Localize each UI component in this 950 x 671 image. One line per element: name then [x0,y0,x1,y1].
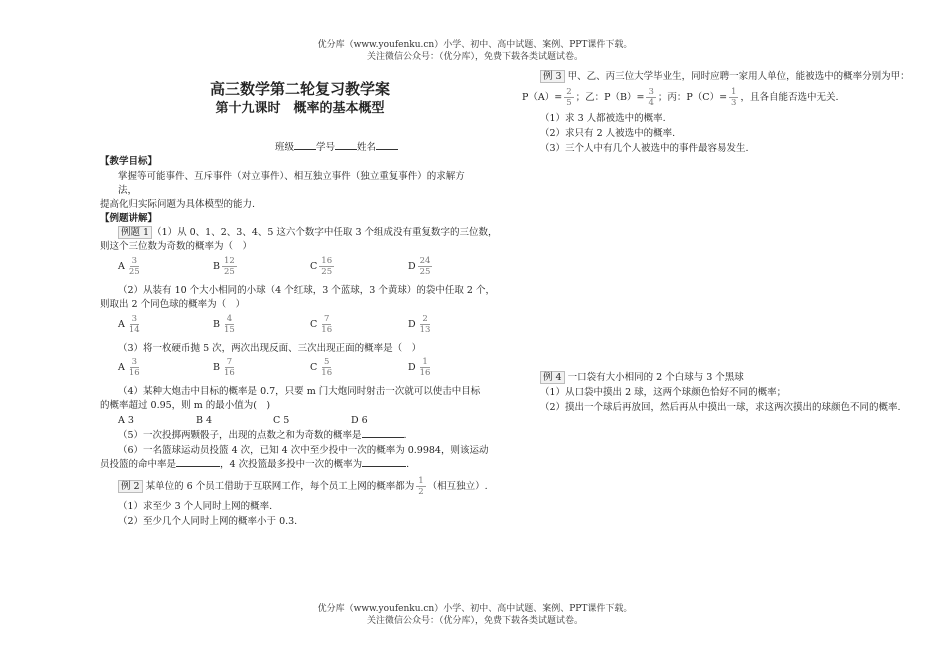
option-a: A $\frac{3}{25}$ [118,256,140,277]
option-c: C $\frac{7}{16}$ [310,314,333,335]
answer-blank [362,437,404,438]
fraction: $\frac{1}{3}$ [731,87,737,108]
option-b: B 4 [196,415,213,426]
goals-text-1: 掌握等可能事件、互斥事件（对立事件）、相互独立事件（独立重复事件）的求解方 [118,171,465,182]
option-c: C $\frac{16}{25}$ [310,256,333,277]
ex4-label: 例 4 [540,371,565,384]
goals-text-2: 法， [118,185,138,196]
page-footer-line1: 优分库（www.youfenku.cn）小学、初中、高中试题、案例、PPT课件下载。 [317,604,633,614]
ex3-q2: （2）求只有 2 人被选中的概率. [540,128,676,139]
ex1-q3-line: （3）将一枚硬币抛 5 次，两次出现反面、三次出现正面的概率是（ ） [118,343,422,354]
option-d: D $\frac{2}{13}$ [408,314,431,335]
option-c: C 5 [273,415,290,426]
ex1-q1-options [0,256,500,284]
ex1-q4-line1: （4）某种大炮击中目标的概率是 0.7，只要 m 门大炮同时射击一次就可以使击中目标 [118,386,481,397]
page-header-line2: 关注微信公众号：（优分库），免费下载各类试题试卷。 [366,52,583,62]
ex1-q4-line2: 的概率超过 0.95，则 m 的最小值为( ) [100,400,271,411]
ex1-q2-line2: 则取出 2 个同色球的概率为（ ） [100,299,246,310]
option-b: B $\frac{4}{15}$ [213,314,235,335]
goals-text-3: 提高化归实际问题为具体模型的能力. [100,199,256,210]
ex2-label: 例 2 [118,480,143,493]
class-label: 班级 [275,142,295,153]
page-footer-line2: 关注微信公众号：（优分库），免费下载各类试题试卷。 [366,616,583,626]
option-a: A 3 [118,415,134,426]
ex2-q1: （1）求至少 3 个人同时上网的概率. [118,501,273,512]
answer-blank [176,466,220,467]
name-label: 姓名 [357,142,377,153]
ex1-q6-line2: 员投篮的命中率是 ，4 次投篮最多投中一次的概率为 . [100,459,410,470]
ex1-q1-text: （1）从 0、1、2、3、4、5 这六个数字中任取 3 个组成没有重复数字的三位数， [152,227,498,238]
fraction: $\frac{3}{4}$ [648,87,654,108]
ex1-q5-line: （5）一次投掷两颗骰子，出现的点数之和为奇数的概率是 . [118,430,407,441]
option-d: D 6 [351,415,368,426]
fraction: $\frac{2}{5}$ [566,87,572,108]
ex1-q6-line1: （6）一名篮球运动员投篮 4 次，已知 4 次中至少投中一次的概率为 0.9984，则该运动 [118,445,489,456]
ex1-q3-options [0,357,500,385]
ex3-q1: （1）求 3 人都被选中的概率. [540,113,666,124]
page-subtitle: 第十九课时 概率的基本概型 [215,101,385,116]
examples-heading: 【例题讲解】 [100,213,158,224]
option-c: C $\frac{5}{16}$ [310,357,333,378]
name-blank [376,149,398,150]
ex3-line1: 例 3 甲、乙、丙三位大学毕业生，同时应聘一家用人单位，能被选中的概率分别为甲： [540,70,910,84]
page-header-line1: 优分库（www.youfenku.cn）小学、初中、高中试题、案例、PPT课件下载。 [317,40,633,50]
option-a: A $\frac{3}{16}$ [118,357,140,378]
number-label: 学号 [316,142,336,153]
ex1-label: 例题 1 [118,226,152,239]
goals-heading: 【教学目标】 [100,156,158,167]
ex2-intro: 例 2 某单位的 6 个员工借助于互联网工作，每个员工上网的概率都为 $\frac{1}{2}$ （相互独立）. [118,476,488,498]
student-info-line [275,141,398,155]
ex4-q2: （2）摸出一个球后再放回，然后再从中摸出一球，求这两次摸出的球颜色不同的概率. [540,402,901,413]
ex4-q1: （1）从口袋中摸出 2 球，这两个球颜色恰好不同的概率； [540,387,787,398]
option-d: D $\frac{1}{16}$ [408,357,431,378]
fraction: $\frac{1}{2}$ [418,476,424,497]
ex2-q2: （2）至少几个人同时上网的概率小于 0.3. [118,516,298,527]
ex4-line1: 例 4 一口袋有大小相同的 2 个白球与 3 个黑球 [540,371,744,385]
class-blank [294,149,316,150]
option-b: B $\frac{12}{25}$ [213,256,235,277]
page-title: 高三数学第二轮复习教学案 [209,80,390,98]
option-a: A $\frac{3}{14}$ [118,314,140,335]
ex1-q2-options [0,314,500,342]
ex3-q3: （3）三个人中有几个人被选中的事件最容易发生. [540,143,749,154]
option-d: D $\frac{24}{25}$ [408,256,431,277]
ex1-q1-line1 [118,226,498,240]
number-blank [335,149,357,150]
answer-blank [362,466,406,467]
option-b: B $\frac{7}{16}$ [213,357,235,378]
ex3-label: 例 3 [540,70,565,83]
ex3-line2: P（A）= $\frac{2}{5}$ ；乙：P（B）= $\frac{3}{4}$ ；丙：P（C）= $\frac{1}{3}$ ，且各自能否选中无关. [522,87,839,108]
ex1-q1-line2: 则这个三位数为奇数的概率为（ ） [100,241,253,252]
ex1-q2-line1: （2）从装有 10 个大小相同的小球（4 个红球，3 个蓝球，3 个黄球）的袋中任取 2 个， [118,285,495,296]
ex1-q4-options [0,414,500,428]
